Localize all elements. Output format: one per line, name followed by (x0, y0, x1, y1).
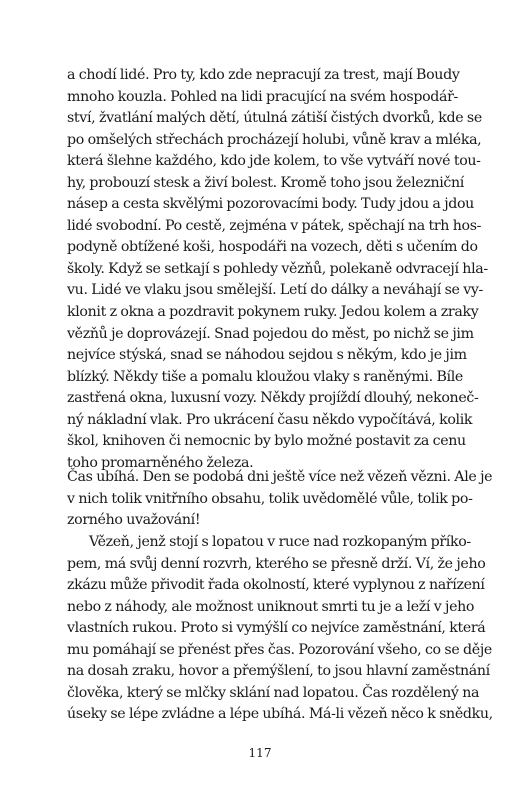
text-line: vlastních rukou. Proto si vymýšlí co nejvíce zaměstnání, která (67, 620, 486, 637)
text-line: nejvíce stýská, snad se náhodou sejdou s někým, kdo je jim (67, 347, 467, 364)
text-line: mu pomáhají se přenést přes čas. Pozorování všeho, co se děje (67, 641, 492, 658)
text-line: mnoho kouzla. Pohled na lidi pracující na svém hospodář- (67, 88, 458, 105)
page-number: 117 (248, 746, 272, 760)
text-line: zkázu může přivodit řada okolností, které vyplynou z nařízení (67, 577, 485, 594)
text-line: v nich tolik vnitřního obsahu, tolik uvědomělé vůle, tolik po- (67, 490, 473, 507)
text-line: která šlehne každého, kdo jde kolem, to vše vytváří nové tou- (67, 153, 481, 170)
text-line: Čas ubíhá. Den se podobá dni ještě více než vězeň vězni. Ale je (67, 469, 493, 485)
text-line: zorného uvažování! (67, 512, 201, 529)
text-line: člověka, který se mlčky sklání nad lopatou. Čas rozdělený na (67, 684, 480, 701)
paragraph-1 (67, 65, 488, 474)
text-line: ný nákladní vlak. Pro ukrácení času někdo vypočítává, kolik (67, 411, 473, 428)
text-line: blízký. Někdy tiše a pomalu kloužou vlaky s raněnými. Bíle (67, 368, 463, 385)
text-line: hy, probouzí stesk a živí bolest. Kromě toho jsou železniční (67, 174, 464, 191)
text-line: a chodí lidé. Pro ty, kdo zde nepracují za trest, mají Boudy (67, 67, 460, 83)
paragraph-3 (67, 532, 493, 726)
text-line: ství, žvatlání malých dětí, útulná zátiší čistých dvorků, kde se (67, 110, 482, 127)
paragraph-2 (67, 467, 493, 532)
text-line: vu. Lidé ve vlaku jsou smělejší. Letí do dálky a neváhají se vy- (67, 282, 483, 299)
text-line: úseky se lépe zvládne a lépe ubíhá. Má-li vězeň něco k snědku, (67, 706, 493, 723)
text-line: násep a cesta skvělými pozorovacími body. Tudy jdou a jdou (67, 196, 474, 213)
text-line: na dosah zraku, hovor a přemýšlení, to jsou hlavní zaměstnání (67, 663, 490, 680)
text-line: zastřená okna, luxusní vozy. Někdy projíždí dlouhý, nekoneč- (67, 390, 479, 407)
text-line: škol, knihoven či nemocnic by bylo možné postavit za cenu (67, 433, 466, 450)
text-line: Vězeň, jenž stojí s lopatou v ruce nad rozkopaným příko- (89, 534, 471, 550)
text-line: lidé svobodní. Po cestě, zejména v pátek, spěchají na trh hos- (67, 217, 482, 234)
text-line: po omšelých střechách procházejí holubi, vůně krav a mléka, (67, 131, 482, 148)
text-line: podyně obtížené koši, hospodáři na vozech, děti s učením do (67, 239, 478, 256)
text-line: vězňů je doprovázejí. Snad pojedou do měst, po nichž se jim (67, 325, 474, 342)
text-line: toho promarněného železa. (67, 454, 254, 471)
text-line: klonit z okna a pozdravit pokynem ruky. Jedou kolem a zraky (67, 304, 479, 321)
text-line: školy. Když se setkají s pohledy vězňů, polekaně odvracejí hla- (67, 260, 488, 277)
text-line: pem, má svůj denní rozvrh, kterého se přesně drží. Ví, že jeho (67, 555, 486, 572)
text-line: nebo z náhody, ale možnost uniknout smrti tu je a leží v jeho (67, 598, 475, 615)
